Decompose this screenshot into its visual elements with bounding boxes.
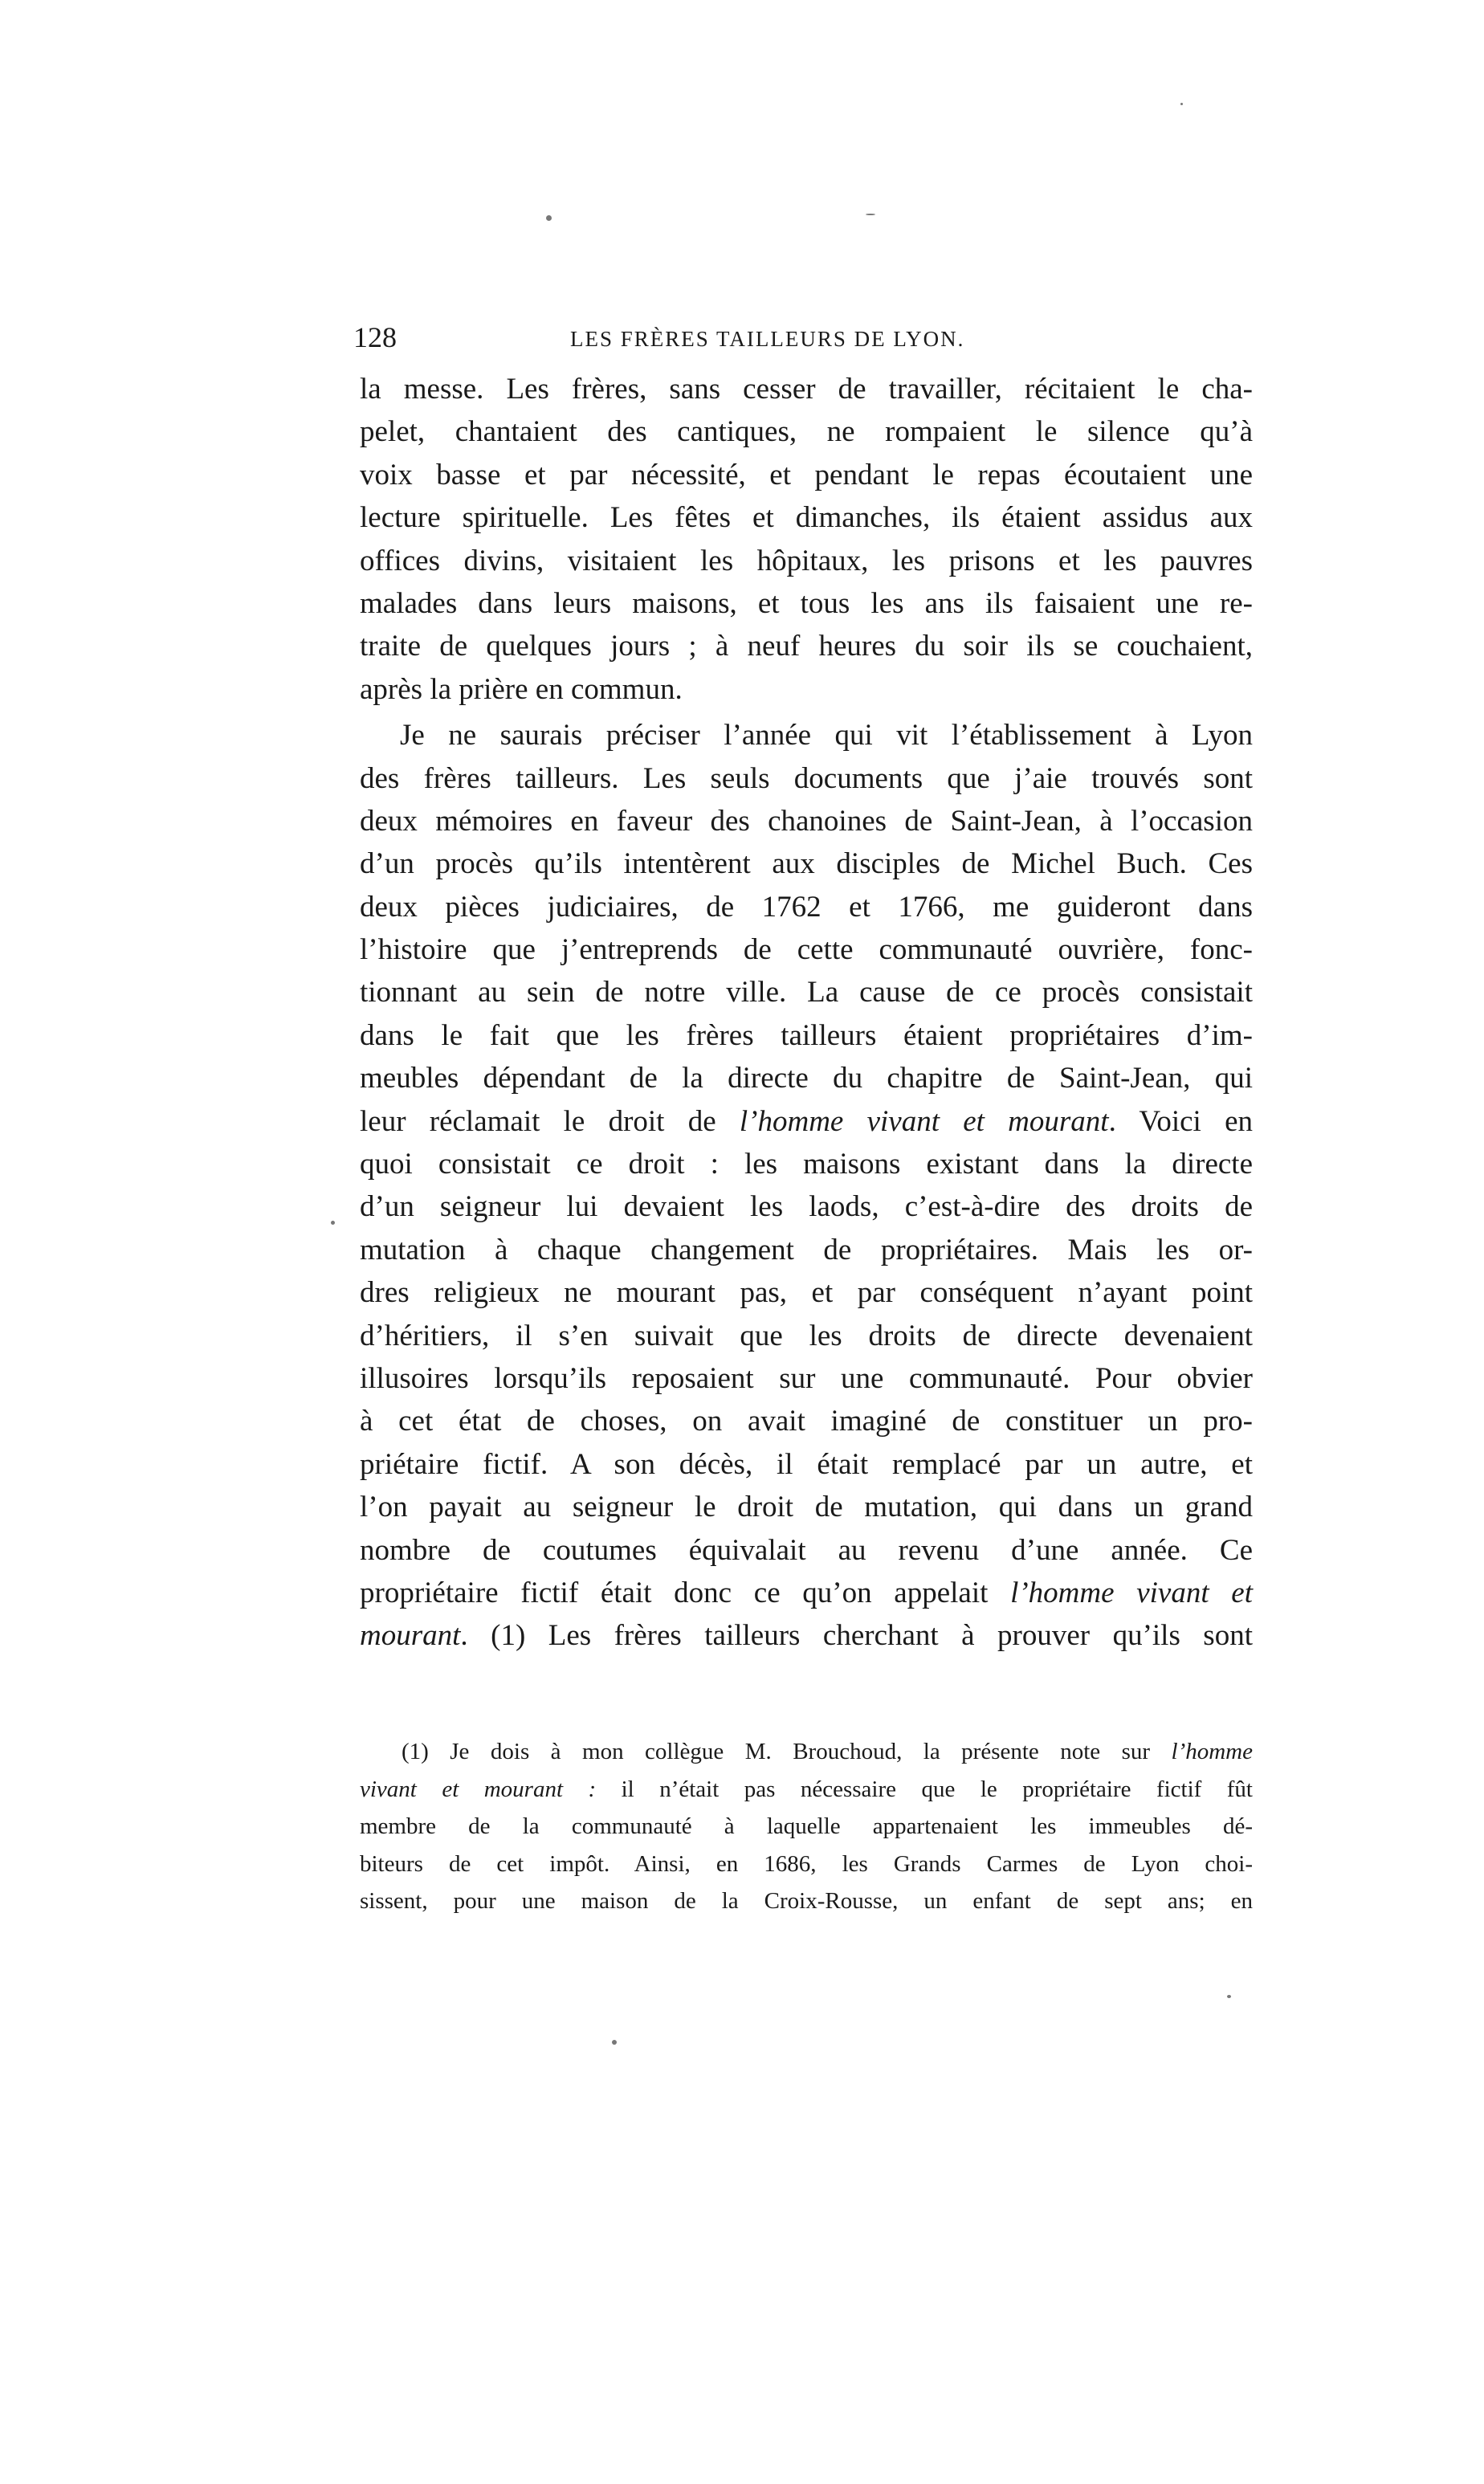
text-line: deux mémoires en faveur des chanoines de Saint-Jean, à l’occasion	[360, 804, 1253, 838]
text-line: illusoires lorsqu’ils reposaient sur une communauté. Pour obvier	[360, 1361, 1253, 1395]
text-line: dans le fait que les frères tailleurs étaient propriétaires d’im-	[360, 1018, 1253, 1052]
text-line: d’un procès qu’ils intentèrent aux disciples de Michel Buch. Ces	[360, 847, 1253, 881]
italic-term: l’homme vivant et	[1010, 1576, 1253, 1609]
text-line: à cet état de choses, on avait imaginé de constituer un pro-	[360, 1405, 1253, 1438]
text-line: nombre de coutumes équivalait au revenu d’une année. Ce	[360, 1533, 1253, 1567]
italic-term: l’homme	[1171, 1739, 1253, 1764]
text-line: la messe. Les frères, sans cesser de travailler, récitaient le cha-	[360, 373, 1253, 406]
text-line: deux pièces judiciaires, de 1762 et 1766, me guideront dans	[360, 890, 1253, 924]
text-line: pelet, chantaient des cantiques, ne rompaient le silence qu’à	[360, 415, 1253, 449]
text-line-mixed	[360, 1614, 1253, 1657]
text-segment: leur réclamait le droit de	[360, 1104, 740, 1138]
page-number: 128	[353, 321, 397, 353]
text-segment: (1) Je dois à mon collègue M. Brouchoud, la présente note sur	[402, 1739, 1172, 1764]
text-line: d’héritiers, il s’en suivait que les droits de directe devenaient	[360, 1319, 1253, 1352]
text-line: Je ne saurais préciser l’année qui vit l’établissement à Lyon	[400, 719, 1253, 753]
paper-speck	[866, 214, 875, 215]
text-line: meubles dépendant de la directe du chapitre de Saint-Jean, qui	[360, 1062, 1253, 1095]
text-segment: . Voici en	[1108, 1104, 1253, 1138]
footnote-line: sissent, pour une maison de la Croix-Rousse, un enfant de sept ans; en	[360, 1888, 1253, 1915]
text-line: après la prière en commun.	[360, 672, 683, 706]
text-line: l’on payait au seigneur le droit de mutation, qui dans un grand	[360, 1491, 1253, 1524]
text-line: voix basse et par nécessité, et pendant le repas écoutaient une	[360, 458, 1253, 491]
text-line: mutation à chaque changement de propriétaires. Mais les or-	[360, 1233, 1253, 1266]
text-line: dres religieux ne mourant pas, et par conséquent n’ayant point	[360, 1276, 1253, 1310]
footnote-line: membre de la communauté à laquelle appartenaient les immeubles dé-	[360, 1813, 1253, 1840]
footnote-line	[360, 1771, 1253, 1809]
italic-term: l’homme vivant et mourant	[739, 1104, 1109, 1138]
text-line-mixed	[360, 1100, 1253, 1143]
text-line: l’histoire que j’entreprends de cette communauté ouvrière, fonc-	[360, 933, 1253, 967]
text-line: offices divins, visitaient les hôpitaux, les prisons et les pauvres	[360, 544, 1253, 577]
text-line: traite de quelques jours ; à neuf heures du soir ils se couchaient,	[360, 630, 1253, 663]
paper-speck	[331, 1221, 335, 1225]
text-line: malades dans leurs maisons, et tous les ans ils faisaient une re-	[360, 586, 1253, 620]
paper-speck	[1227, 1995, 1231, 1998]
italic-term: mourant	[360, 1619, 461, 1653]
text-segment: . (1) Les frères tailleurs cherchant à prouver qu’ils sont	[460, 1619, 1253, 1653]
paper-speck	[612, 2040, 617, 2045]
text-line: lecture spirituelle. Les fêtes et dimanches, ils étaient assidus aux	[360, 501, 1253, 535]
footnote-line	[360, 1733, 1253, 1771]
running-title: LES FRÈRES TAILLEURS DE LYON.	[570, 327, 965, 351]
text-line-mixed	[360, 1572, 1253, 1614]
footnote	[360, 1733, 1253, 1920]
main-text	[360, 368, 1253, 1658]
text-line: des frères tailleurs. Les seuls documents que j’aie trouvés sont	[360, 761, 1253, 795]
text-line: tionnant au sein de notre ville. La cause de ce procès consistait	[360, 976, 1253, 1010]
running-header	[353, 320, 1253, 355]
text-line: quoi consistait ce droit : les maisons existant dans la directe	[360, 1148, 1253, 1181]
paper-speck	[546, 215, 552, 221]
text-line: priétaire fictif. A son décès, il était remplacé par un autre, et	[360, 1447, 1253, 1481]
footnote-line: biteurs de cet impôt. Ainsi, en 1686, les Grands Carmes de Lyon choi-	[360, 1850, 1253, 1877]
text-segment: propriétaire fictif était donc ce qu’on appelait	[360, 1576, 1011, 1609]
italic-term: vivant et mourant :	[360, 1776, 597, 1802]
text-line: d’un seigneur lui devaient les laods, c’est-à-dire des droits de	[360, 1190, 1253, 1224]
text-segment: il n’était pas nécessaire que le propriétaire fictif fût	[596, 1776, 1253, 1802]
paper-speck	[1180, 103, 1183, 105]
